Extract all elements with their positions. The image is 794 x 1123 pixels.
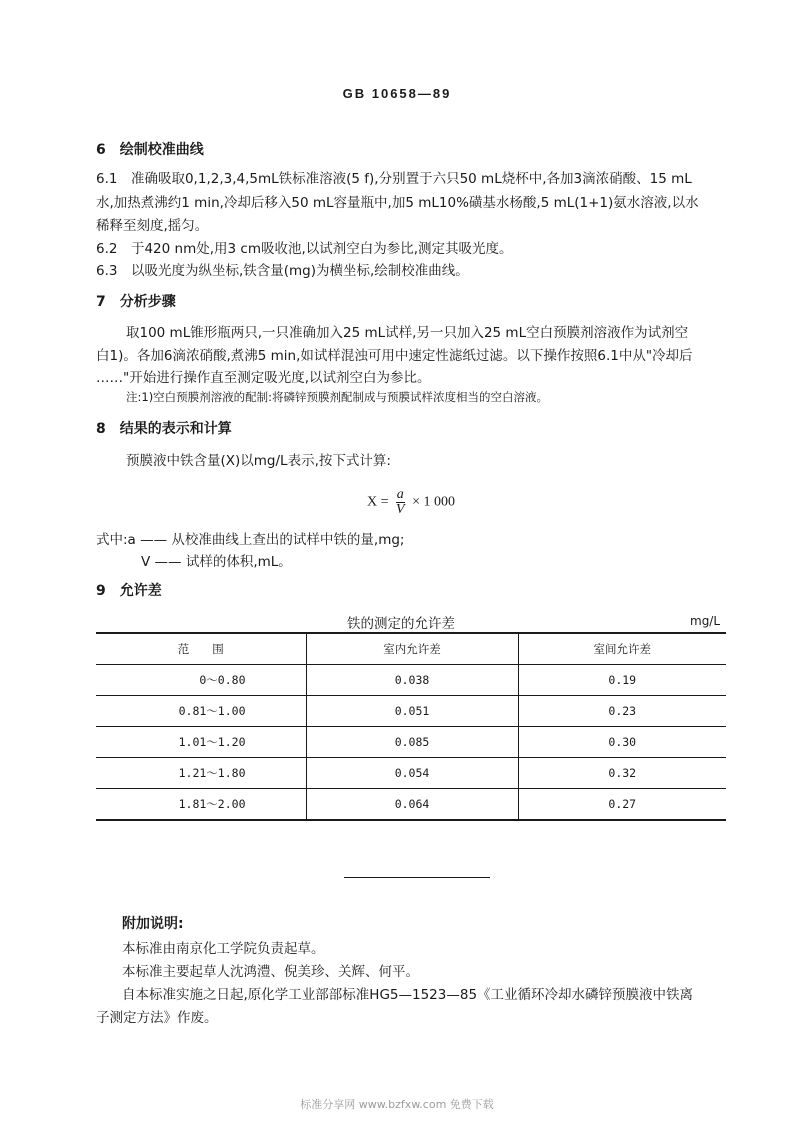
- formula-rhs: × 1 000: [412, 494, 455, 510]
- column-header-range: 范 围: [177, 642, 224, 656]
- range-cell: 0.81～1.00: [178, 704, 246, 718]
- column-header-intralab: 室内允许差: [306, 633, 518, 665]
- table-caption: 铁的测定的允许差: [347, 616, 455, 632]
- section-divider: [344, 877, 490, 878]
- interlab-cell: 0.32: [518, 758, 726, 789]
- section-6-title: 6 绘制校准曲线: [96, 142, 204, 158]
- para-7-line-3: ……"开始进行操作直至测定吸光度,以试剂空白为参比。: [96, 370, 431, 386]
- intralab-cell: 0.038: [306, 665, 518, 696]
- formula-denominator: V: [396, 502, 405, 517]
- range-cell: 1.21～1.80: [178, 766, 246, 780]
- additional-note-supersedes-line-1: 自本标准实施之日起,原化学工业部部标准HG5—1523—85《工业循环冷却水磷锌预膜液中铁离: [122, 987, 694, 1003]
- range-cell: 0～0.80: [199, 673, 246, 687]
- range-cell: 1.01～1.20: [178, 735, 246, 749]
- para-6-2: 6.2 于420 nm处,用3 cm吸收池,以试剂空白为参比,测定其吸光度。: [96, 241, 513, 257]
- standard-code-header: GB 10658—89: [342, 86, 452, 101]
- column-header-interlab: 室间允许差: [518, 633, 726, 665]
- interlab-cell: 0.30: [518, 727, 726, 758]
- formula-lhs: X =: [367, 494, 389, 510]
- additional-note-supersedes-line-2: 子测定方法》作废。: [96, 1010, 218, 1026]
- table-unit: mg/L: [690, 614, 721, 628]
- interlab-cell: 0.19: [518, 665, 726, 696]
- para-7-line-2: 白1)。各加6滴浓硝酸,煮沸5 min,如试样混浊可用中速定性滤纸过滤。以下操作按照6.1中从"冷却后: [96, 348, 693, 364]
- additional-note-drafters: 本标准主要起草人沈鸿澧、倪美珍、关辉、何平。: [122, 964, 419, 980]
- para-6-3: 6.3 以吸光度为纵坐标,铁含量(mg)为横坐标,绘制校准曲线。: [96, 263, 469, 279]
- interlab-cell: 0.27: [518, 789, 726, 821]
- intralab-cell: 0.085: [306, 727, 518, 758]
- intralab-cell: 0.064: [306, 789, 518, 821]
- site-watermark: 标准分享网 www.bzfxw.com 免费下载: [300, 1098, 494, 1111]
- para-8-intro: 预膜液中铁含量(X)以mg/L表示,按下式计算:: [126, 453, 391, 469]
- where-a-definition: 式中:a —— 从校准曲线上查出的试样中铁的量,mg;: [96, 532, 405, 548]
- range-cell: 1.81～2.00: [178, 797, 246, 811]
- section-9-title: 9 允许差: [96, 583, 162, 599]
- formula-fraction: [396, 488, 405, 517]
- table-header-row: [96, 633, 726, 665]
- table-row: [96, 789, 726, 821]
- para-6-1-line-1: 6.1 准确吸取0,1,2,3,4,5mL铁标准溶液(5 f),分别置于六只50 mL烧杯中,各加3滴浓硝酸、15 mL: [96, 171, 692, 187]
- section-8-title: 8 结果的表示和计算: [96, 421, 232, 437]
- para-6-1-line-2: 水,加热煮沸约1 min,冷却后移入50 mL容量瓶中,加5 mL10%磺基水杨酸,5 mL(1+1)氨水溶液,以水: [96, 195, 699, 211]
- additional-notes-title: 附加说明:: [122, 916, 184, 932]
- para-7-line-1: 取100 mL锥形瓶两只,一只准确加入25 mL试样,另一只加入25 mL空白预膜剂溶液作为试剂空: [126, 325, 689, 341]
- section-7-title: 7 分析步骤: [96, 294, 176, 310]
- para-6-1-line-3: 稀释至刻度,摇匀。: [96, 218, 209, 234]
- interlab-cell: 0.23: [518, 696, 726, 727]
- footnote-blank-solution: 注:1)空白预膜剂溶液的配制:将磷锌预膜剂配制成与预膜试样浓度相当的空白溶液。: [126, 390, 549, 404]
- where-v-definition: V —— 试样的体积,mL。: [141, 554, 292, 570]
- additional-note-drafting-unit: 本标准由南京化工学院负责起草。: [122, 941, 325, 957]
- iron-content-formula: [367, 488, 455, 517]
- formula-numerator: a: [396, 487, 404, 502]
- tolerance-table: [96, 632, 726, 821]
- intralab-cell: 0.054: [306, 758, 518, 789]
- table-row: [96, 727, 726, 758]
- table-row: [96, 696, 726, 727]
- table-row: [96, 758, 726, 789]
- intralab-cell: 0.051: [306, 696, 518, 727]
- table-row: [96, 665, 726, 696]
